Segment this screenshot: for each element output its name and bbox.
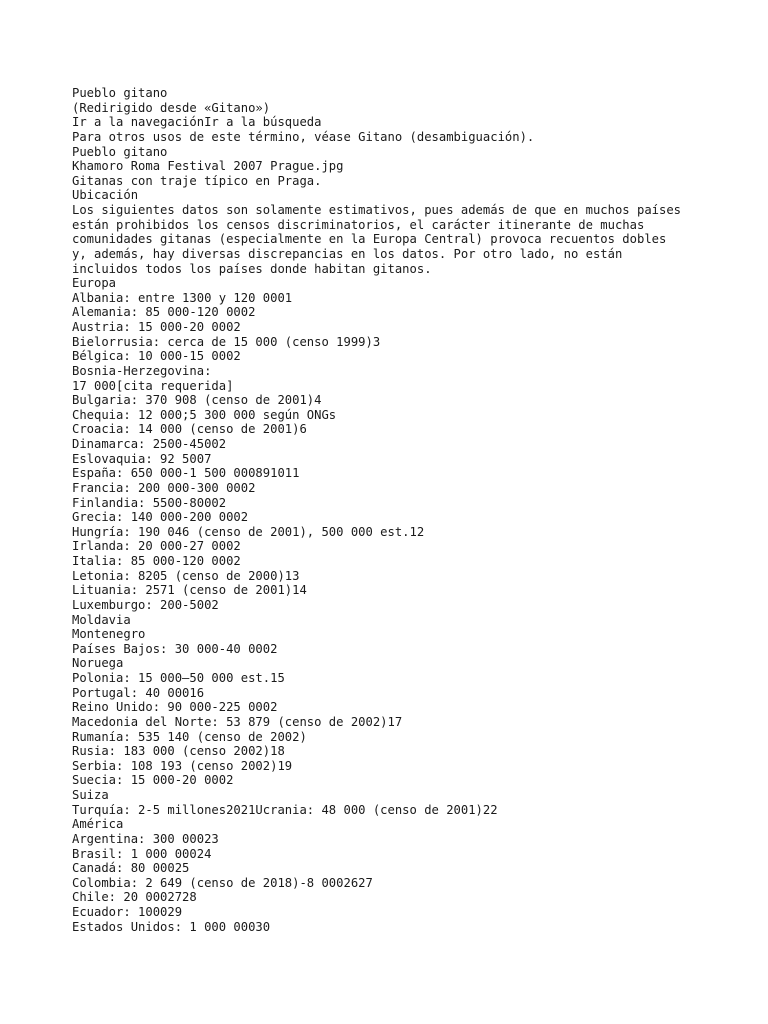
text-line: Brasil: 1 000 00024 — [72, 846, 212, 861]
text-line: Noruega — [72, 656, 124, 671]
text-line: Luxemburgo: 200-5002 — [72, 597, 219, 612]
text-line: Macedonia del Norte: 53 879 (censo de 2002)17 — [72, 714, 403, 729]
text-line: Ubicación — [72, 188, 139, 203]
text-line: Gitanas con traje típico en Praga. — [72, 173, 322, 188]
text-line: América — [72, 817, 124, 832]
text-line: Khamoro Roma Festival 2007 Prague.jpg — [72, 159, 344, 174]
text-line: comunidades gitanas (especialmente en la Europa Central) provoca recuentos dobles — [72, 232, 667, 247]
text-line: 17 000[cita requerida] — [72, 378, 234, 393]
text-line: están prohibidos los censos discriminatorios, el carácter itinerante de muchas — [72, 217, 645, 232]
text-line: Pueblo gitano — [72, 144, 168, 159]
text-line: Bélgica: 10 000-15 0002 — [72, 349, 241, 364]
text-line: Canadá: 80 00025 — [72, 861, 190, 876]
text-line: Grecia: 140 000-200 0002 — [72, 510, 249, 525]
text-line: Colombia: 2 649 (censo de 2018)-8 0002627 — [72, 875, 373, 890]
text-line: Finlandia: 5500-80002 — [72, 495, 227, 510]
text-line: Chile: 20 0002728 — [72, 890, 197, 905]
text-line: Eslovaquia: 92 5007 — [72, 451, 212, 466]
text-line: Bosnia-Herzegovina: — [72, 363, 212, 378]
text-line: Moldavia — [72, 612, 131, 627]
text-line: Turquía: 2-5 millones2021Ucrania: 48 000 (censo de 2001)22 — [72, 802, 498, 817]
text-line: Ir a la navegaciónIr a la búsqueda — [72, 115, 322, 130]
text-line: Suiza — [72, 788, 109, 802]
text-line: Polonia: 15 000–50 000 est.15 — [72, 671, 285, 685]
text-line: Argentina: 300 00023 — [72, 831, 219, 846]
text-line: (Redirigido desde «Gitano») — [72, 100, 271, 115]
text-line: Bulgaria: 370 908 (censo de 2001)4 — [72, 393, 322, 408]
text-line: Francia: 200 000-300 0002 — [72, 480, 256, 495]
text-line: Portugal: 40 00016 — [72, 685, 205, 700]
text-line: y, además, hay diversas discrepancias en los datos. Por otro lado, no están — [72, 246, 623, 261]
text-line: España: 650 000-1 500 000891011 — [72, 466, 300, 481]
text-line: Europa — [72, 276, 117, 291]
text-line: Hungría: 190 046 (censo de 2001), 500 000 est.12 — [72, 524, 425, 539]
text-line: Letonia: 8205 (censo de 2000)13 — [72, 568, 300, 583]
text-line: Lituania: 2571 (censo de 2001)14 — [72, 583, 307, 598]
text-line: Chequia: 12 000;5 300 000 según ONGs — [72, 407, 337, 422]
text-line: Austria: 15 000-20 0002 — [72, 320, 241, 334]
text-line: Países Bajos: 30 000-40 0002 — [72, 641, 278, 656]
text-line: Los siguientes datos son solamente estimativos, pues además de que en muchos países — [72, 203, 682, 217]
text-line: Albania: entre 1300 y 120 0001 — [72, 290, 293, 305]
document-body — [72, 86, 712, 934]
text-line: Reino Unido: 90 000-225 0002 — [72, 700, 278, 715]
text-line: Irlanda: 20 000-27 0002 — [72, 539, 241, 554]
text-line: Croacia: 14 000 (censo de 2001)6 — [72, 422, 307, 437]
text-line: Bielorrusia: cerca de 15 000 (censo 1999)3 — [72, 334, 381, 349]
text-line: Rusia: 183 000 (censo 2002)18 — [72, 744, 285, 759]
text-line: incluidos todos los países donde habitan gitanos. — [72, 261, 432, 276]
text-line: Montenegro — [72, 627, 146, 642]
text-line: Rumanía: 535 140 (censo de 2002) — [72, 729, 307, 744]
text-line: Estados Unidos: 1 000 00030 — [72, 919, 271, 934]
text-line: Ecuador: 100029 — [72, 905, 183, 919]
text-line: Serbia: 108 193 (censo 2002)19 — [72, 758, 293, 773]
text-line: Dinamarca: 2500-45002 — [72, 437, 227, 451]
text-line: Suecia: 15 000-20 0002 — [72, 773, 234, 788]
text-line: Para otros usos de este término, véase Gitano (desambiguación). — [72, 129, 535, 144]
text-line: Pueblo gitano — [72, 86, 168, 100]
text-line: Alemania: 85 000-120 0002 — [72, 305, 256, 320]
text-line: Italia: 85 000-120 0002 — [72, 554, 241, 568]
